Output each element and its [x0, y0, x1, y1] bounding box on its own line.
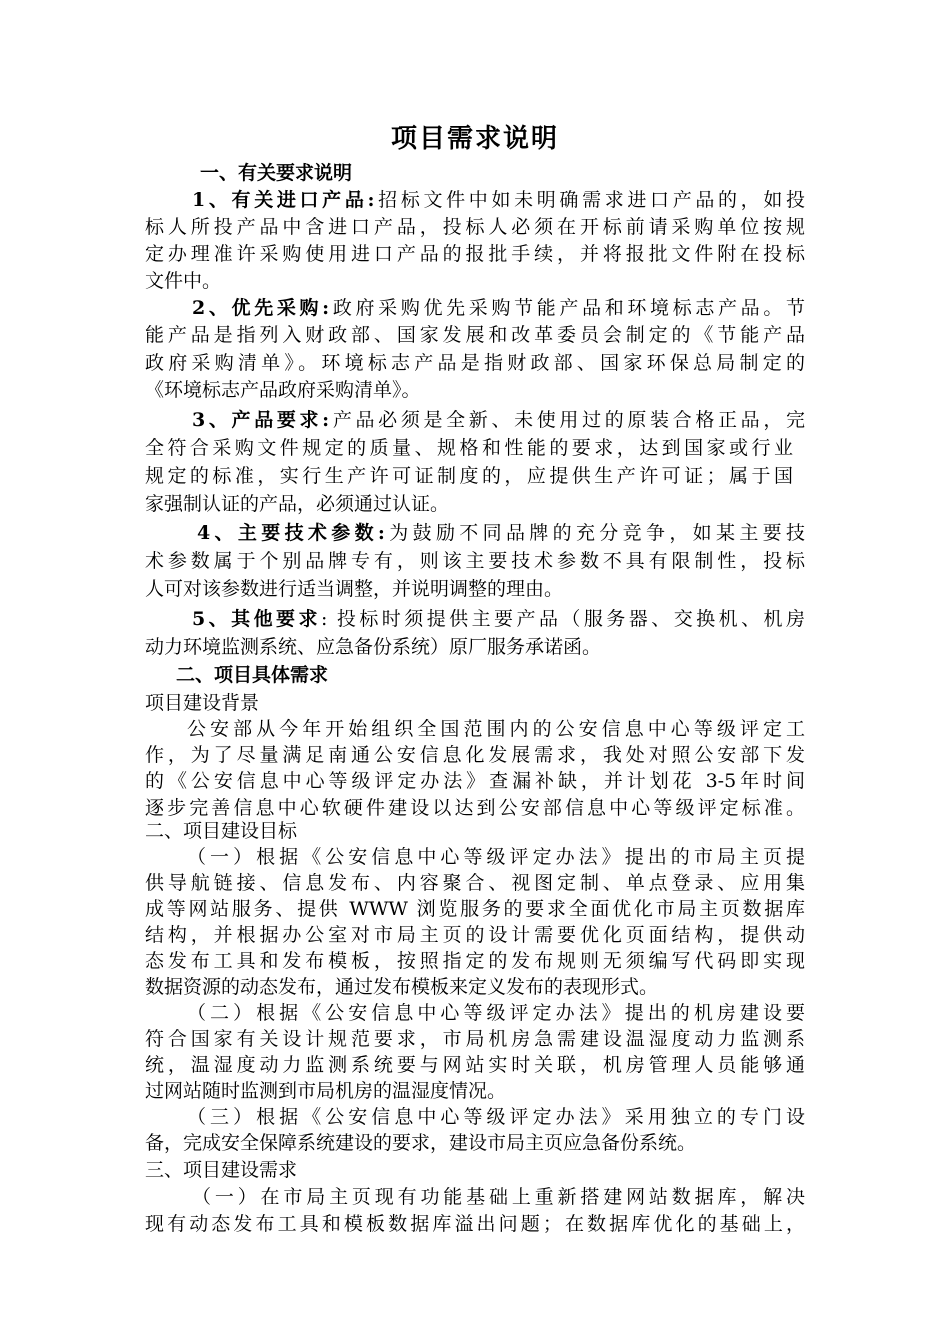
section-heading-requirements: 一、有关要求说明 — [200, 162, 353, 184]
item-2-text: 政府采购优先采购节能产品和环境标志产品。节 — [329, 297, 805, 319]
goals-heading: 二、项目建设目标 — [145, 820, 298, 842]
item-2-label: 2、优先采购: — [192, 297, 330, 319]
goals-p1-line: （一）根据《公安信息中心等级评定办法》提出的市局主页提 — [187, 846, 805, 868]
item-4-line: 人可对该参数进行适当调整，并说明调整的理由。 — [145, 578, 564, 600]
goals-p3-line: （三）根据《公安信息中心等级评定办法》采用独立的专门设 — [187, 1106, 805, 1128]
item-4-label: 4、主要技术参数: — [197, 522, 385, 544]
item-1-line: 文件中。 — [145, 270, 222, 292]
item-1-first-line — [192, 187, 805, 214]
goals-p1-line: 态发布工具和发布模板，按照指定的发布规则无须编写代码即实现 — [145, 950, 805, 972]
section-heading-specific-needs: 二、项目具体需求 — [176, 664, 329, 686]
background-heading: 项目建设背景 — [145, 692, 260, 714]
item-5-first-line — [192, 606, 805, 633]
goals-p2-line: 统，温湿度动力监测系统要与网站实时关联，机房管理人员能够通 — [145, 1054, 805, 1076]
item-3-line: 全符合采购文件规定的质量、规格和性能的要求，达到国家或行业 — [145, 437, 793, 459]
background-line: 公安部从今年开始组织全国范围内的公安信息中心等级评定工 — [187, 718, 805, 740]
needs-p1-line: （一）在市局主页现有功能基础上重新搭建网站数据库，解决 — [192, 1186, 805, 1208]
item-3-line: 家强制认证的产品，必须通过认证。 — [145, 493, 450, 515]
item-1-line: 标人所投产品中含进口产品，投标人必须在开标前请采购单位按规 — [145, 216, 805, 238]
goals-p1-line: 成等网站服务、提供 WWW 浏览服务的要求全面优化市局主页数据库 — [145, 898, 805, 920]
item-3-label: 3、产品要求: — [192, 409, 330, 431]
goals-p1-line: 数据资源的动态发布，通过发布模板来定义发布的表现形式。 — [145, 976, 659, 998]
background-line: 作，为了尽量满足南通公安信息化发展需求，我处对照公安部下发 — [145, 744, 805, 766]
needs-p1-line: 现有动态发布工具和模板数据库溢出问题；在数据库优化的基础上， — [145, 1213, 805, 1235]
goals-p2-line: （二）根据《公安信息中心等级评定办法》提出的机房建设要 — [187, 1002, 805, 1024]
item-2-line: 能产品是指列入财政部、国家发展和改革委员会制定的《节能产品 — [145, 324, 805, 346]
document-title: 项目需求说明 — [390, 124, 559, 154]
item-3-text: 产品必须是全新、未使用过的原装合格正品，完 — [329, 409, 805, 431]
item-2-line: 《环境标志产品政府采购清单》。 — [145, 379, 421, 401]
item-5-label: 5、其他要求 — [192, 608, 321, 630]
item-4-first-line — [197, 520, 805, 547]
background-line: 逐步完善信息中心软硬件建设以达到公安部信息中心等级评定标准。 — [145, 797, 805, 819]
item-1-text: 招标文件中如未明确需求进口产品的，如投 — [374, 189, 805, 211]
item-1-label: 1、有关进口产品: — [192, 189, 375, 211]
item-2-first-line — [192, 295, 805, 322]
item-2-line: 政府采购清单》。环境标志产品是指财政部、国家环保总局制定的 — [145, 352, 805, 374]
goals-p2-line: 过网站随时监测到市局机房的温湿度情况。 — [145, 1080, 507, 1102]
item-3-first-line — [192, 407, 805, 434]
needs-heading: 三、项目建设需求 — [145, 1159, 298, 1181]
item-3-line: 规定的标准，实行生产许可证制度的，应提供生产许可证；属于国 — [145, 465, 793, 487]
item-4-line: 术参数属于个别品牌专有，则该主要技术参数不具有限制性，投标 — [145, 550, 805, 572]
background-line: 的《公安信息中心等级评定办法》查漏补缺，并计划花 3-5年时间 — [145, 770, 805, 792]
goals-p2-line: 符合国家有关设计规范要求，市局机房急需建设温湿度动力监测系 — [145, 1028, 805, 1050]
item-1-line: 定办理准许采购使用进口产品的报批手续，并将报批文件附在投标 — [145, 243, 805, 265]
item-4-text: 为鼓励不同品牌的充分竞争，如某主要技 — [384, 522, 805, 544]
goals-p1-line: 供导航链接、信息发布、内容聚合、视图定制、单点登录、应用集 — [145, 872, 805, 894]
item-5-text: : 投标时须提供主要产品（服务器、交换机、机房 — [320, 608, 805, 630]
goals-p1-line: 结构，并根据办公室对市局主页的设计需要优化页面结构，提供动 — [145, 924, 805, 946]
item-5-line: 动力环境监测系统、应急备份系统）原厂服务承诺函。 — [145, 636, 602, 658]
goals-p3-line: 备，完成安全保障系统建设的要求，建设市局主页应急备份系统。 — [145, 1132, 697, 1154]
